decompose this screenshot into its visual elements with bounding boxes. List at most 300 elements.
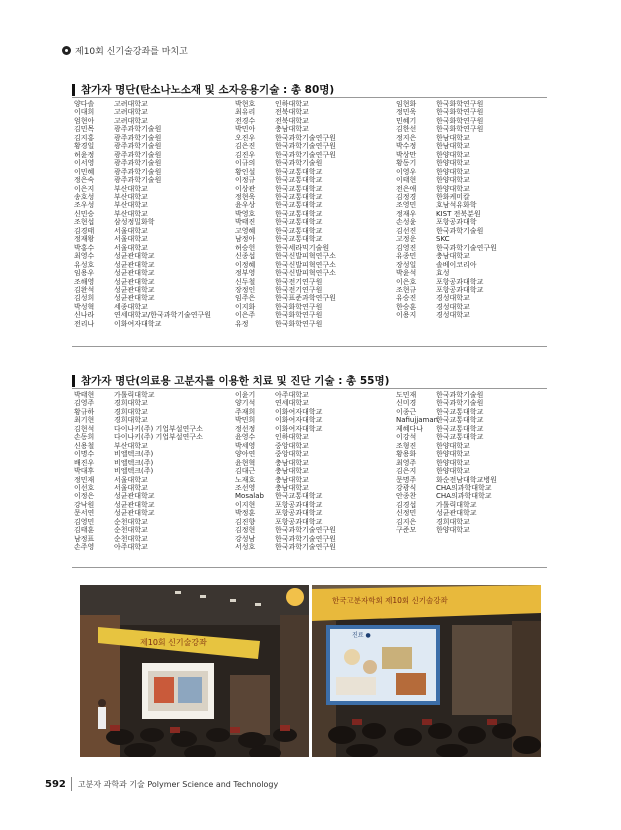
participant-affiliation: 한국과학기술원: [436, 226, 484, 235]
participant-name: 조선영: [235, 483, 256, 492]
participant-affiliation: 세종대학교: [114, 302, 148, 311]
section2-title-text: 참가자 명단(의료용 고분자를 이용한 치료 및 진단 기술 : 총 55명): [81, 375, 390, 387]
participant-row: [235, 193, 393, 201]
participant-name: 박영호: [235, 209, 256, 218]
participant-name: 유정: [235, 319, 249, 328]
participant-affiliation: 한국교통대학교: [436, 424, 484, 433]
participant-name: 박홍수: [74, 243, 95, 252]
participant-name: 이명수: [74, 450, 95, 459]
participant-affiliation: 고려대학교: [114, 108, 148, 117]
participant-row: [396, 391, 554, 399]
participant-name: 김지은: [396, 517, 417, 526]
page-footer: [45, 777, 278, 791]
participant-affiliation: 한국신발피혁연구소: [275, 260, 336, 269]
participant-name: 조우성: [74, 201, 95, 210]
participant-name: 이용지: [396, 311, 417, 320]
participant-affiliation: 경성대학교: [436, 294, 470, 303]
participant-name: 김영민: [74, 517, 95, 526]
participant-row: [396, 476, 554, 484]
participant-affiliation: 한국교통대학교: [436, 433, 484, 442]
participant-row: [396, 151, 554, 159]
participant-name: 정현욱: [235, 192, 256, 201]
participant-row: [235, 244, 393, 252]
participant-affiliation: 한국교통대학교: [275, 184, 323, 193]
participant-row: [396, 218, 554, 226]
participant-affiliation: 다이나키(주) 기업부설연구소: [114, 424, 203, 433]
participant-name: 김민목: [74, 125, 95, 134]
participant-row: [74, 278, 232, 286]
participant-affiliation: 한국교통대학교: [436, 416, 484, 425]
participant-name: 전경수: [235, 116, 256, 125]
participant-affiliation: 광주과학기술원: [114, 142, 162, 151]
participant-name: 김경섭: [396, 500, 417, 509]
section2-top-rule: [72, 388, 547, 389]
participant-name: 강낙원: [74, 500, 95, 509]
participant-affiliation: 한국화학연구원: [436, 100, 484, 108]
participant-row: [74, 185, 232, 193]
participant-row: [235, 168, 393, 176]
participant-row: [235, 467, 393, 475]
participant-row: [396, 185, 554, 193]
section2-column-2: [235, 391, 393, 552]
page-header: [62, 44, 188, 57]
participant-name: 정선정: [235, 424, 256, 433]
participant-row: [235, 518, 393, 526]
participant-row: [396, 484, 554, 492]
section1-bottom-rule: [72, 346, 547, 347]
participant-name: 김진우: [235, 150, 256, 159]
participant-affiliation: 서울대학교: [114, 475, 148, 484]
participant-name: 조현규: [396, 285, 417, 294]
participant-affiliation: 한국과학기술연구원: [275, 150, 336, 159]
participant-name: 김완석: [74, 285, 95, 294]
page-number: 592: [45, 778, 66, 790]
participant-name: 배진우: [74, 458, 95, 467]
participant-affiliation: 가톨릭대학교: [436, 500, 477, 509]
participant-row: [235, 399, 393, 407]
participant-row: [396, 261, 554, 269]
participant-row: [74, 450, 232, 458]
participant-affiliation: 다이나키(주) 기업부설연구소: [114, 433, 203, 442]
participant-name: 최기현: [74, 416, 95, 425]
participant-name: 김성희: [74, 294, 95, 303]
participant-affiliation: 한국교통대학교: [275, 209, 323, 218]
participant-row: [74, 391, 232, 399]
participant-row: [235, 269, 393, 277]
participant-affiliation: 한국화학연구원: [275, 311, 323, 320]
participant-affiliation: 한양대학교: [436, 150, 470, 159]
participant-row: [74, 518, 232, 526]
participant-affiliation: 한양대학교: [436, 159, 470, 168]
participant-affiliation: 한국화학연구원: [436, 108, 484, 117]
section1-column-3: [396, 100, 554, 320]
participant-row: [235, 320, 393, 328]
participant-row: [235, 218, 393, 226]
participant-affiliation: 서울대학교: [114, 226, 148, 235]
participant-name: 박수정: [396, 142, 417, 151]
participant-row: [74, 269, 232, 277]
participant-affiliation: 화순전남대학교병원: [436, 475, 497, 484]
participant-name: 안종찬: [396, 492, 417, 501]
participant-name: 제혜다나: [396, 424, 424, 433]
participant-affiliation: 한국화학연구원: [436, 125, 484, 134]
participant-affiliation: 성균관대학교: [114, 277, 155, 286]
participant-affiliation: 한국과학기술원: [436, 399, 484, 408]
participant-affiliation: 광주과학기술원: [114, 150, 162, 159]
participant-affiliation: 순천대학교: [114, 526, 148, 535]
participant-affiliation: 서울대학교: [114, 235, 148, 244]
participant-row: [235, 176, 393, 184]
participant-affiliation: 인하대학교: [275, 433, 309, 442]
participant-row: [235, 294, 393, 302]
participant-row: [396, 278, 554, 286]
participant-affiliation: 충남대학교: [275, 125, 309, 134]
participant-row: [396, 201, 554, 209]
participant-affiliation: 성균관대학교: [114, 492, 155, 501]
participant-affiliation: 한국과학기술연구원: [275, 142, 336, 151]
participant-name: 임주은: [235, 294, 256, 303]
participant-row: [396, 459, 554, 467]
participant-affiliation: 성균관대학교: [114, 294, 155, 303]
participant-name: 장정인: [235, 285, 256, 294]
participant-row: [74, 425, 232, 433]
participant-row: [235, 492, 393, 500]
participant-affiliation: 한양대학교: [436, 450, 470, 459]
participant-row: [396, 100, 554, 108]
participant-row: [235, 425, 393, 433]
participant-affiliation: 비엘텍크(주): [114, 467, 154, 476]
participant-name: 박상만: [396, 150, 417, 159]
participant-affiliation: 광주과학기술원: [114, 133, 162, 142]
participant-name: 정부영: [235, 269, 256, 278]
participant-row: [235, 535, 393, 543]
participant-row: [396, 526, 554, 534]
participant-affiliation: 포항공과대학: [436, 218, 477, 227]
participant-row: [235, 134, 393, 142]
participant-affiliation: 한국교통대학교: [275, 201, 323, 210]
participant-name: 황동기: [396, 159, 417, 168]
participant-affiliation: 광주과학기술원: [114, 125, 162, 134]
participant-name: 이선호: [74, 483, 95, 492]
participant-row: [235, 484, 393, 492]
participant-affiliation: 광주과학기술원: [114, 176, 162, 185]
lecture-hall-photo-right: [312, 585, 541, 757]
participant-affiliation: 경희대학교: [114, 407, 148, 416]
participant-name: 유성호: [74, 260, 95, 269]
participant-name: 임용우: [74, 269, 95, 278]
participant-row: [74, 484, 232, 492]
participant-name: 서성호: [235, 543, 256, 552]
participant-name: 문서연: [74, 509, 95, 518]
participant-name: 윤현혁: [235, 458, 256, 467]
section2-participant-table: [74, 391, 546, 561]
participant-name: 조해영: [74, 277, 95, 286]
participant-row: [396, 450, 554, 458]
participant-row: [74, 117, 232, 125]
participant-name: 엄현아: [74, 116, 95, 125]
participant-affiliation: 이화여자대학교: [275, 424, 323, 433]
participant-name: 유승진: [396, 294, 417, 303]
participant-affiliation: 한국과학기술연구원: [275, 526, 336, 535]
section1-title-text: 참가자 명단(탄소나노소재 및 소자응용기술 : 총 80명): [81, 84, 335, 96]
participant-name: 이종근: [396, 407, 417, 416]
participant-row: [396, 492, 554, 500]
participant-name: 신용철: [74, 441, 95, 450]
participant-affiliation: 한국교통대학교: [275, 492, 323, 501]
participant-name: 신두철: [235, 277, 256, 286]
participant-affiliation: 순천대학교: [114, 534, 148, 543]
participant-row: [74, 218, 232, 226]
participant-row: [235, 261, 393, 269]
participant-row: [396, 168, 554, 176]
participant-row: [235, 416, 393, 424]
participant-row: [396, 210, 554, 218]
participant-row: [74, 399, 232, 407]
participant-row: [74, 459, 232, 467]
left-banner-text: 제10회 신기술강좌: [140, 638, 207, 647]
participant-name: 김현석: [74, 424, 95, 433]
participant-row: [74, 509, 232, 517]
participant-name: 김대근: [235, 467, 256, 476]
participant-affiliation: 한국과학기술연구원: [275, 534, 336, 543]
participant-affiliation: 한국교통대학교: [275, 176, 323, 185]
participant-row: [235, 459, 393, 467]
participant-affiliation: 가톨릭대학교: [114, 391, 155, 399]
participant-name: 송호성: [74, 192, 95, 201]
participant-row: [235, 108, 393, 116]
participant-affiliation: 솔베이코리아: [436, 260, 477, 269]
participant-name: 이은지: [74, 184, 95, 193]
participant-name: 신나라: [74, 311, 95, 320]
participant-name: 박민희: [235, 416, 256, 425]
participant-row: [396, 125, 554, 133]
participant-row: [235, 117, 393, 125]
participant-name: 이민혜: [74, 167, 95, 176]
participant-name: 박윤석: [396, 269, 417, 278]
participant-name: 문명주: [396, 475, 417, 484]
participant-row: [235, 509, 393, 517]
participant-row: [396, 433, 554, 441]
participant-affiliation: 한국과학기술연구원: [436, 243, 497, 252]
participant-affiliation: 한국교통대학교: [275, 167, 323, 176]
participant-affiliation: SKC: [436, 235, 450, 244]
participant-row: [74, 311, 232, 319]
participant-row: [396, 227, 554, 235]
participant-affiliation: 한국표준과학연구원: [275, 294, 336, 303]
participant-name: 박현호: [235, 100, 256, 108]
participant-row: [235, 125, 393, 133]
participant-affiliation: 한국화학연구원: [275, 302, 323, 311]
participant-row: [235, 408, 393, 416]
participant-name: 양아연: [235, 450, 256, 459]
participant-affiliation: 한국신발피혁연구소: [275, 269, 336, 278]
participant-row: [74, 159, 232, 167]
section1-title: [72, 82, 334, 97]
participant-name: 이지현: [235, 500, 256, 509]
participant-row: [74, 168, 232, 176]
participant-affiliation: 전북대학교: [275, 116, 309, 125]
participant-affiliation: 순천대학교: [114, 517, 148, 526]
participant-name: 이서영: [74, 159, 95, 168]
participant-name: 정은숙: [74, 176, 95, 185]
participant-row: [396, 252, 554, 260]
participant-row: [396, 176, 554, 184]
participant-name: 김진향: [235, 517, 256, 526]
participant-name: 황규하: [74, 407, 95, 416]
section2-bottom-rule: [72, 567, 547, 568]
participant-row: [74, 416, 232, 424]
participant-affiliation: 아주대학교: [275, 391, 309, 399]
participant-row: [74, 261, 232, 269]
participant-row: [396, 117, 554, 125]
bullet-icon: [62, 46, 71, 55]
participant-row: [235, 303, 393, 311]
participant-name: 황경일: [74, 142, 95, 151]
participant-name: 김지홍: [74, 133, 95, 142]
participant-name: 손성윤: [396, 218, 417, 227]
participant-name: 김정경: [396, 192, 417, 201]
participant-affiliation: 고려대학교: [114, 100, 148, 108]
participant-affiliation: 한국교통대학교: [275, 218, 323, 227]
participant-name: 민혜기: [396, 116, 417, 125]
participant-row: [396, 134, 554, 142]
participant-affiliation: 한양대학교: [436, 526, 470, 535]
participant-name: 정지은: [396, 133, 417, 142]
participant-name: 이규의: [235, 159, 256, 168]
participant-affiliation: 부산대학교: [114, 184, 148, 193]
participant-row: [74, 201, 232, 209]
participant-affiliation: 중앙대학교: [275, 450, 309, 459]
participant-row: [235, 278, 393, 286]
participant-affiliation: 삼성정밀화학: [114, 218, 155, 227]
participant-row: [235, 476, 393, 484]
section1-column-2: [235, 100, 393, 328]
participant-name: 정재왕: [74, 235, 95, 244]
participant-affiliation: 한국과학기술원: [436, 391, 484, 399]
participant-row: [396, 235, 554, 243]
participant-name: 조영민: [396, 201, 417, 210]
participant-row: [74, 235, 232, 243]
participant-affiliation: 포항공과대학교: [436, 277, 484, 286]
participant-affiliation: 한국교통대학교: [275, 192, 323, 201]
participant-affiliation: 한양대학교: [436, 167, 470, 176]
participant-name: 김영주: [74, 399, 95, 408]
participant-affiliation: 한양대학교: [436, 441, 470, 450]
participant-name: 김태훈: [74, 526, 95, 535]
participant-name: 이지화: [235, 302, 256, 311]
participant-row: [74, 108, 232, 116]
participant-row: [74, 134, 232, 142]
participant-affiliation: 충남대학교: [275, 475, 309, 484]
participant-row: [74, 244, 232, 252]
participant-name: 노재호: [235, 475, 256, 484]
participant-row: [396, 193, 554, 201]
participant-row: [74, 252, 232, 260]
participant-name: 임현화: [396, 100, 417, 108]
participant-row: [396, 518, 554, 526]
participant-affiliation: 부산대학교: [114, 441, 148, 450]
participant-name: 남정아: [235, 235, 256, 244]
participant-row: [396, 244, 554, 252]
participant-row: [235, 100, 393, 108]
participant-affiliation: 서울대학교: [114, 483, 148, 492]
participant-row: [396, 159, 554, 167]
participant-affiliation: 성균관대학교: [114, 252, 155, 261]
participant-name: 박태진: [235, 218, 256, 227]
participant-affiliation: 인하대학교: [275, 100, 309, 108]
participant-affiliation: 서울대학교: [114, 243, 148, 252]
participant-row: [74, 526, 232, 534]
participant-name: 손주영: [74, 543, 95, 552]
lecture-hall-photo-left: [80, 585, 309, 757]
participant-row: [235, 501, 393, 509]
participant-row: [74, 100, 232, 108]
participant-affiliation: CHA의과학대학교: [436, 492, 492, 501]
participant-affiliation: 경성대학교: [436, 311, 470, 320]
participant-name: 장성일: [396, 260, 417, 269]
right-slide-title: 진료 ●: [352, 632, 371, 639]
participant-affiliation: 호남석유화학: [436, 201, 477, 210]
participant-name: 양다솔: [74, 100, 95, 108]
participant-name: 한승훈: [396, 302, 417, 311]
participant-name: 신정민: [396, 509, 417, 518]
participant-affiliation: 한양대학교: [436, 176, 470, 185]
participant-affiliation: 경희대학교: [114, 399, 148, 408]
participant-affiliation: 한국교통대학교: [436, 407, 484, 416]
participant-row: [396, 142, 554, 150]
participant-affiliation: 한화케미칼: [436, 192, 470, 201]
participant-affiliation: 성균관대학교: [436, 509, 477, 518]
participant-affiliation: 성균관대학교: [114, 500, 155, 509]
participant-affiliation: 비엘텍크(주): [114, 450, 154, 459]
participant-row: [74, 193, 232, 201]
section2-column-1: [74, 391, 232, 552]
participant-name: 황용화: [396, 450, 417, 459]
participant-row: [396, 408, 554, 416]
participant-row: [235, 526, 393, 534]
participant-affiliation: 중앙대학교: [275, 441, 309, 450]
participant-name: 윤우상: [235, 201, 256, 210]
participant-name: 정재우: [396, 209, 417, 218]
participant-affiliation: 한국과학기술연구원: [275, 133, 336, 142]
participant-name: 이정은: [74, 492, 95, 501]
participant-row: [74, 535, 232, 543]
participant-name: 이윤기: [235, 391, 256, 399]
participant-name: 강광식: [396, 483, 417, 492]
participant-row: [74, 433, 232, 441]
participant-name: 고영혜: [235, 226, 256, 235]
participant-affiliation: 한국과학기술원: [275, 159, 323, 168]
participant-row: [235, 151, 393, 159]
participant-affiliation: 한국신발피혁연구소: [275, 252, 336, 261]
participant-row: [396, 311, 554, 319]
participant-row: [235, 391, 393, 399]
participant-row: [396, 286, 554, 294]
participant-affiliation: 한양대학교: [436, 184, 470, 193]
participant-row: [396, 294, 554, 302]
participant-name: 박세영: [235, 441, 256, 450]
participant-row: [74, 286, 232, 294]
participant-affiliation: 포항공과대학교: [275, 500, 323, 509]
participant-row: [235, 185, 393, 193]
participant-name: 김은지: [396, 467, 417, 476]
participant-affiliation: 아주대학교: [114, 543, 148, 552]
participant-affiliation: 한국과학기술연구원: [275, 543, 336, 552]
participant-affiliation: 연세대학교/한국과학기술연구원: [114, 311, 212, 320]
participant-affiliation: 한양대학교: [436, 458, 470, 467]
participant-row: [74, 125, 232, 133]
participant-name: 김정현: [235, 526, 256, 535]
